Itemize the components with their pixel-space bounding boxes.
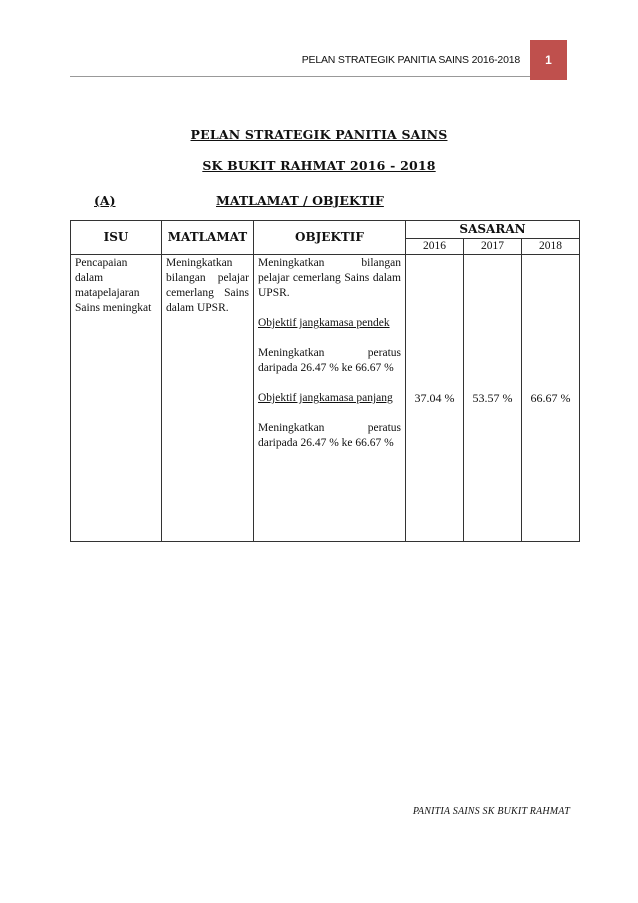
document-title: PELAN STRATEGIK PANITIA SAINS [190,127,448,142]
header-rule [70,76,530,77]
target-2016: 37.04 % [406,255,464,542]
header-year: 2018 [522,239,580,255]
page-footer: PANITIA SAINS SK BUKIT RAHMAT [412,806,570,817]
strategy-table [70,220,580,542]
long-term-heading: Objektif jangkamasa panjang [258,392,393,404]
header-sasaran: SASARAN [406,221,580,239]
document-subtitle: SK BUKIT RAHMAT 2016 - 2018 [202,158,436,173]
header-objektif: OBJEKTIF [254,221,406,255]
header-isu: ISU [71,221,162,255]
header-year: 2016 [406,239,464,255]
section-title: MATLAMAT / OBJEKTIF [216,193,384,208]
objektif-main-text: Meningkatkan bilangan pelajar cemerlang Sains dalam UPSR. [258,257,401,299]
short-term-heading: Objektif jangkamasa pendek [258,317,390,329]
header-year: 2017 [464,239,522,255]
target-2017: 53.57 % [464,255,522,542]
header-matlamat: MATLAMAT [162,221,254,255]
objektif-cell [254,255,406,542]
table-row [71,255,580,542]
long-term-text: Meningkatkan peratus daripada 26.47 % ke 66.67 % [258,422,401,449]
section-label: (A) [94,193,116,208]
page-number-badge: 1 [530,40,567,80]
matlamat-cell: Meningkatkan bilangan pelajar cemerlang Sains dalam UPSR. [162,255,254,542]
running-header: PELAN STRATEGIK PANITIA SAINS 2016-2018 [301,54,520,66]
target-2018: 66.67 % [522,255,580,542]
short-term-text: Meningkatkan peratus daripada 26.47 % ke 66.67 % [258,347,401,374]
isu-cell: Pencapaian dalam matapelajaran Sains meningkat [71,255,162,542]
